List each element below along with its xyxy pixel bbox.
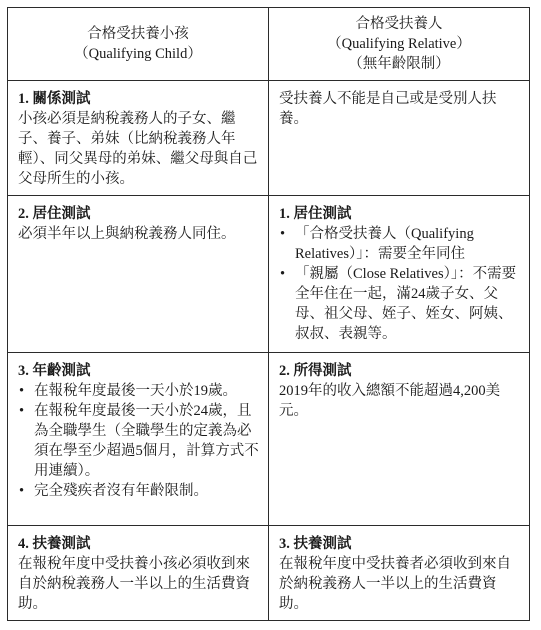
- section-title: 2. 居住測試: [18, 206, 91, 222]
- section-title: 1. 關係測試: [18, 91, 91, 107]
- list-item: • 「親屬（Close Relatives）」：不需要全年住在一起，滿24歲子女、父母、祖父母、姪子、姪女、阿姨、叔叔、表親等。: [279, 264, 520, 344]
- header-right-note: （無年齡限制）: [348, 56, 450, 72]
- header-right-subtitle: （Qualifying Relative）: [327, 36, 471, 52]
- cell-residency-test-relative: [269, 196, 530, 353]
- cell-income-test: [269, 353, 530, 526]
- table-row: [8, 196, 530, 353]
- cell-residency-test-child: [8, 196, 269, 353]
- bullet-list: [279, 224, 520, 344]
- header-left-title: 合格受扶養小孩: [87, 26, 189, 42]
- cell-relationship-test: [8, 81, 269, 196]
- list-item: • 完全殘疾者沒有年齡限制。: [18, 481, 259, 501]
- header-right-title: 合格受扶養人: [355, 16, 443, 32]
- table-row: [8, 81, 530, 196]
- section-title: 4. 扶養測試: [18, 536, 91, 552]
- section-text: 在報稅年度中受扶養者必須收到來自於納稅義務人一半以上的生活費資助。: [279, 556, 511, 612]
- section-text: 2019年的收入總額不能超過4,200美元。: [279, 383, 501, 419]
- cell-support-test-relative: [269, 526, 530, 621]
- section-text: 必須半年以上與納稅義務人同住。: [18, 226, 236, 242]
- cell-support-test-child: [8, 526, 269, 621]
- section-text: 在報稅年度中受扶養小孩必須收到來自於納稅義務人一半以上的生活費資助。: [18, 556, 250, 612]
- section-text: 小孩必須是納稅義務人的子女、繼子、養子、弟妹（比納稅義務人年輕）、同父異母的弟妹、繼父母與自己父母所生的小孩。: [18, 111, 258, 187]
- header-left-subtitle: （Qualifying Child）: [74, 46, 202, 62]
- list-item: • 在報稅年度最後一天小於24歲，且為全職學生（全職學生的定義為必須在學至少超過5個月，計算方式不用連續）。: [18, 401, 259, 481]
- header-qualifying-relative: [269, 8, 530, 81]
- bullet-list: [18, 381, 259, 501]
- section-text: 受扶養人不能是自己或是受別人扶養。: [279, 91, 497, 127]
- cell-dependent-rule: [269, 81, 530, 196]
- header-row: [8, 8, 530, 81]
- section-title: 2. 所得測試: [279, 363, 352, 379]
- table-row: [8, 353, 530, 526]
- section-title: 3. 年齡測試: [18, 363, 91, 379]
- comparison-table: [7, 7, 530, 621]
- list-item: • 「合格受扶養人（Qualifying Relatives）」：需要全年同住: [279, 224, 520, 264]
- table-row: [8, 526, 530, 621]
- section-title: 1. 居住測試: [279, 206, 352, 222]
- header-qualifying-child: [8, 8, 269, 81]
- section-title: 3. 扶養測試: [279, 536, 352, 552]
- cell-age-test: [8, 353, 269, 526]
- list-item: • 在報稅年度最後一天小於19歲。: [18, 381, 259, 401]
